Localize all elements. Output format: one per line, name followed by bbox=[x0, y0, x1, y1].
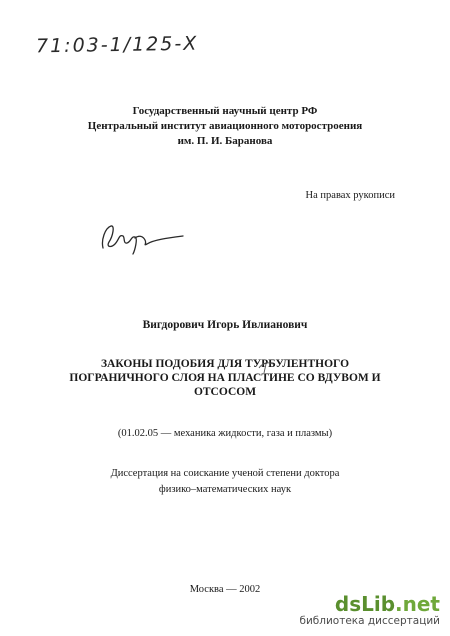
title-line-1: ЗАКОНЫ ПОДОБИЯ ДЛЯ ТУРБУЛЕНТНОГО bbox=[100, 358, 350, 370]
specialty-code: (01.02.05 — механика жидкости, газа и плазмы) bbox=[117, 428, 333, 439]
organization-header bbox=[0, 104, 450, 149]
title-line-2: ПОГРАНИЧНОГО СЛОЯ НА ПЛАСТИНЕ СО ВДУВОМ И bbox=[69, 372, 381, 384]
author-signature bbox=[97, 218, 187, 258]
degree-line-1: Диссертация на соискание ученой степени доктора bbox=[110, 468, 340, 479]
city-year: Москва — 2002 bbox=[189, 584, 261, 595]
rights-note: На правах рукописи bbox=[305, 190, 395, 201]
archive-code-handwritten: 71:03-1/125-Х bbox=[35, 32, 199, 58]
pencil-mark bbox=[257, 360, 277, 374]
author-name: Вигдорович Игорь Ивлианович bbox=[142, 319, 308, 331]
degree-statement bbox=[0, 466, 450, 498]
degree-line-2: физико–математических наук bbox=[158, 484, 292, 495]
watermark-subtitle: библиотека диссертаций bbox=[299, 615, 440, 627]
dslib-watermark[interactable] bbox=[299, 593, 440, 628]
logo-tld: .net bbox=[395, 592, 440, 616]
logo-main: dsLib bbox=[334, 592, 396, 616]
dissertation-title bbox=[0, 357, 450, 399]
dslib-logo bbox=[299, 593, 440, 615]
organization-line-1: Государственный научный центр РФ bbox=[132, 105, 318, 117]
title-line-3: ОТСОСОМ bbox=[193, 386, 257, 398]
organization-line-3: им. П. И. Баранова bbox=[177, 135, 273, 147]
organization-line-2: Центральный институт авиационного моторостроения bbox=[87, 120, 363, 132]
